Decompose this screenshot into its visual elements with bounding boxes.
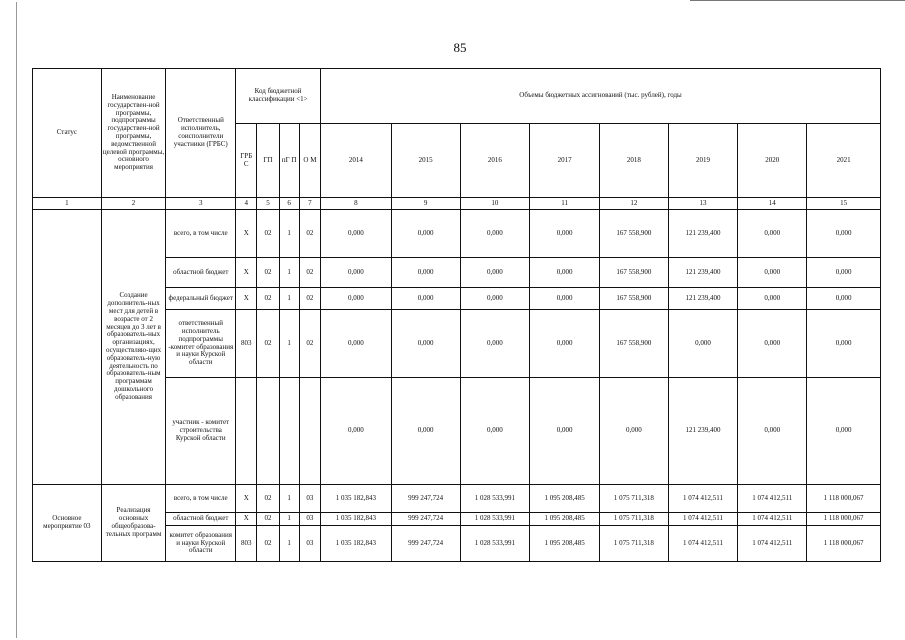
value-cell: 1 074 412,511 xyxy=(668,526,738,562)
value-cell: 0,000 xyxy=(807,378,881,485)
value-cell: 0,000 xyxy=(321,258,392,288)
value-cell: 0,000 xyxy=(460,288,530,310)
column-number: 15 xyxy=(807,198,881,210)
value-cell: 121 239,400 xyxy=(668,258,738,288)
value-cell: 999 247,724 xyxy=(391,526,460,562)
grbs-cell: 803 xyxy=(236,310,257,378)
header-year: 2018 xyxy=(599,124,668,198)
pgp-cell: 1 xyxy=(279,210,299,258)
header-row-1 xyxy=(33,69,881,124)
column-number: 7 xyxy=(299,198,320,210)
gp-cell: 02 xyxy=(257,526,279,562)
value-cell: 121 239,400 xyxy=(668,210,738,258)
pgp-cell: 1 xyxy=(279,310,299,378)
pgp-cell xyxy=(279,378,299,485)
name-cell: Создание дополнитель-ных мест для детей в возрасте от 2 месяцев до 3 лет в образователь-ных организациях, осуществляю-щих образователь-ную деятельность по образователь-ным программам дошкольного образования xyxy=(101,210,166,485)
value-cell: 0,000 xyxy=(738,258,807,288)
value-cell: 167 558,900 xyxy=(599,258,668,288)
page-number: 85 xyxy=(453,40,467,55)
value-cell: 1 118 000,067 xyxy=(807,485,881,513)
column-number: 11 xyxy=(530,198,600,210)
header-status: Статус xyxy=(33,69,102,198)
value-cell: 0,000 xyxy=(530,310,600,378)
om-cell: 02 xyxy=(299,258,320,288)
header-om: О М xyxy=(299,124,320,198)
value-cell: 1 074 412,511 xyxy=(738,485,807,513)
value-cell: 0,000 xyxy=(321,288,392,310)
om-cell: 03 xyxy=(299,485,320,513)
value-cell: 1 035 182,843 xyxy=(321,485,392,513)
value-cell: 0,000 xyxy=(530,288,600,310)
header-year: 2019 xyxy=(668,124,738,198)
gp-cell: 02 xyxy=(257,288,279,310)
grbs-cell: Х xyxy=(236,258,257,288)
value-cell: 0,000 xyxy=(460,310,530,378)
value-cell: 1 028 533,991 xyxy=(460,485,530,513)
value-cell: 0,000 xyxy=(807,310,881,378)
value-cell: 0,000 xyxy=(807,210,881,258)
header-year: 2017 xyxy=(530,124,600,198)
value-cell: 0,000 xyxy=(599,378,668,485)
value-cell: 0,000 xyxy=(391,310,460,378)
value-cell: 0,000 xyxy=(460,378,530,485)
grbs-cell: 803 xyxy=(236,526,257,562)
column-number: 8 xyxy=(321,198,392,210)
executor-cell: всего, в том числе xyxy=(166,210,236,258)
value-cell: 1 074 412,511 xyxy=(738,526,807,562)
grbs-cell: Х xyxy=(236,210,257,258)
header-grbs: ГРБ С xyxy=(236,124,257,198)
value-cell: 0,000 xyxy=(391,288,460,310)
value-cell: 1 118 000,067 xyxy=(807,526,881,562)
value-cell: 1 074 412,511 xyxy=(738,513,807,526)
table-row xyxy=(33,485,881,513)
grbs-cell xyxy=(236,378,257,485)
value-cell: 0,000 xyxy=(807,258,881,288)
column-number: 2 xyxy=(101,198,166,210)
column-number: 6 xyxy=(279,198,299,210)
value-cell: 1 075 711,318 xyxy=(599,485,668,513)
value-cell: 167 558,900 xyxy=(599,288,668,310)
executor-cell: всего, в том числе xyxy=(166,485,236,513)
value-cell: 1 035 182,843 xyxy=(321,513,392,526)
value-cell: 1 074 412,511 xyxy=(668,513,738,526)
om-cell: 03 xyxy=(299,526,320,562)
value-cell: 1 095 208,485 xyxy=(530,485,600,513)
header-year: 2015 xyxy=(391,124,460,198)
column-number-row xyxy=(33,198,881,210)
pgp-cell: 1 xyxy=(279,258,299,288)
value-cell: 1 095 208,485 xyxy=(530,526,600,562)
value-cell: 999 247,724 xyxy=(391,485,460,513)
value-cell: 0,000 xyxy=(738,310,807,378)
value-cell: 1 075 711,318 xyxy=(599,526,668,562)
value-cell: 0,000 xyxy=(321,310,392,378)
header-name: Наименование государствен-ной программы, подпрограммы государствен-ной программы, ведомственной целевой программы, основного мероприятия xyxy=(101,69,166,198)
gp-cell: 02 xyxy=(257,310,279,378)
value-cell: 121 239,400 xyxy=(668,378,738,485)
table-row xyxy=(33,210,881,258)
pgp-cell: 1 xyxy=(279,288,299,310)
executor-cell: комитет образования и науки Курской области xyxy=(166,526,236,562)
om-cell xyxy=(299,378,320,485)
header-year: 2020 xyxy=(738,124,807,198)
value-cell: 1 028 533,991 xyxy=(460,513,530,526)
grbs-cell: Х xyxy=(236,513,257,526)
grbs-cell: Х xyxy=(236,288,257,310)
gp-cell: 02 xyxy=(257,513,279,526)
value-cell: 0,000 xyxy=(738,210,807,258)
value-cell: 0,000 xyxy=(321,378,392,485)
value-cell: 121 239,400 xyxy=(668,288,738,310)
pgp-cell: 1 xyxy=(279,513,299,526)
value-cell: 0,000 xyxy=(391,378,460,485)
value-cell: 0,000 xyxy=(738,378,807,485)
value-cell: 167 558,900 xyxy=(599,310,668,378)
gp-cell: 02 xyxy=(257,210,279,258)
column-number: 12 xyxy=(599,198,668,210)
name-cell: Реализация основных общеобразова-тельных программ xyxy=(101,485,166,562)
executor-cell: областной бюджет xyxy=(166,513,236,526)
value-cell: 0,000 xyxy=(530,378,600,485)
value-cell: 1 028 533,991 xyxy=(460,526,530,562)
pgp-cell: 1 xyxy=(279,485,299,513)
header-year: 2016 xyxy=(460,124,530,198)
executor-cell: федеральный бюджет xyxy=(166,288,236,310)
value-cell: 1 075 711,318 xyxy=(599,513,668,526)
value-cell: 1 118 000,067 xyxy=(807,513,881,526)
header-year: 2021 xyxy=(807,124,881,198)
header-code-group: Код бюджетной классификации <1> xyxy=(236,69,321,124)
value-cell: 0,000 xyxy=(668,310,738,378)
om-cell: 03 xyxy=(299,513,320,526)
executor-cell: ответственный исполнитель подпрограммы -комитет образования и науки Курской области xyxy=(166,310,236,378)
value-cell: 0,000 xyxy=(460,210,530,258)
om-cell: 02 xyxy=(299,210,320,258)
column-number: 14 xyxy=(738,198,807,210)
om-cell: 02 xyxy=(299,310,320,378)
budget-table xyxy=(32,68,881,562)
value-cell: 0,000 xyxy=(391,258,460,288)
gp-cell xyxy=(257,378,279,485)
value-cell: 167 558,900 xyxy=(599,210,668,258)
header-executor: Ответственный исполнитель, соисполнители участники (ГРБС) xyxy=(166,69,236,198)
column-number: 5 xyxy=(257,198,279,210)
top-rule xyxy=(690,0,905,1)
grbs-cell: Х xyxy=(236,485,257,513)
executor-cell: областной бюджет xyxy=(166,258,236,288)
column-number: 4 xyxy=(236,198,257,210)
om-cell: 02 xyxy=(299,288,320,310)
pgp-cell: 1 xyxy=(279,526,299,562)
value-cell: 0,000 xyxy=(807,288,881,310)
page-left-edge xyxy=(16,2,17,638)
column-number: 3 xyxy=(166,198,236,210)
header-year: 2014 xyxy=(321,124,392,198)
column-number: 9 xyxy=(391,198,460,210)
column-number: 10 xyxy=(460,198,530,210)
value-cell: 0,000 xyxy=(321,210,392,258)
value-cell: 1 074 412,511 xyxy=(668,485,738,513)
value-cell: 0,000 xyxy=(530,258,600,288)
value-cell: 1 095 208,485 xyxy=(530,513,600,526)
value-cell: 0,000 xyxy=(391,210,460,258)
value-cell: 0,000 xyxy=(460,258,530,288)
header-pgp: пГ П xyxy=(279,124,299,198)
column-number: 1 xyxy=(33,198,102,210)
value-cell: 0,000 xyxy=(738,288,807,310)
status-cell: Основное мероприятие 03 xyxy=(33,485,102,562)
status-cell xyxy=(33,210,102,485)
value-cell: 0,000 xyxy=(530,210,600,258)
value-cell: 1 035 182,843 xyxy=(321,526,392,562)
header-volumes-group: Объемы бюджетных ассигнований (тыс. рублей), годы xyxy=(321,69,881,124)
column-number: 13 xyxy=(668,198,738,210)
gp-cell: 02 xyxy=(257,258,279,288)
gp-cell: 02 xyxy=(257,485,279,513)
header-gp: ГП xyxy=(257,124,279,198)
value-cell: 999 247,724 xyxy=(391,513,460,526)
executor-cell: участник - комитет строительства Курской области xyxy=(166,378,236,485)
